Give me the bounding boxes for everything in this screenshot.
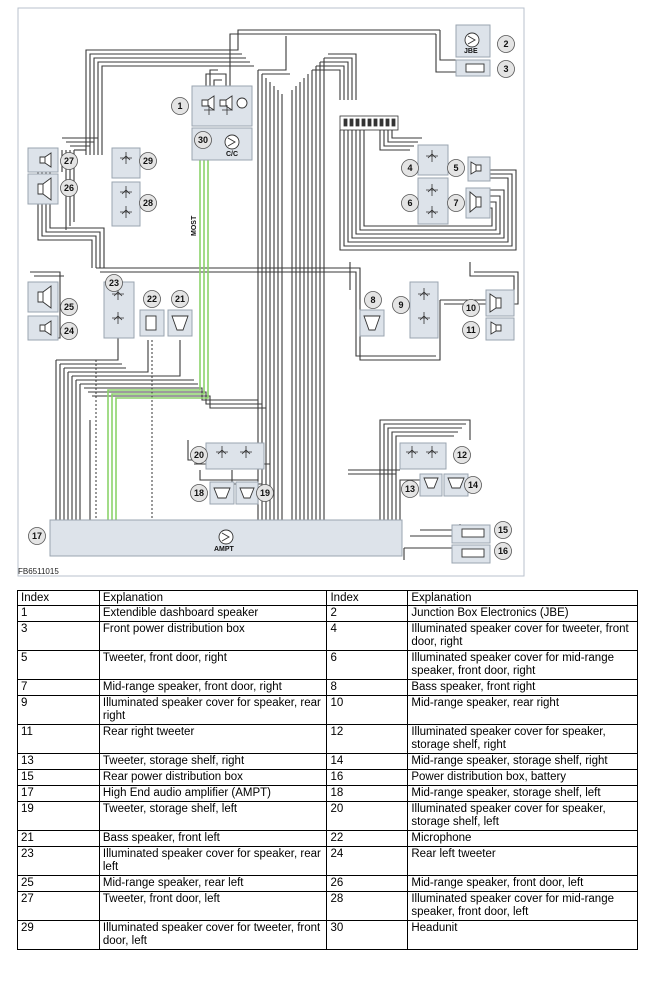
figure-code: FB6511015 [18,567,59,576]
index-cell: 25 [18,876,100,892]
explanation-cell: Mid-range speaker, storage shelf, right [408,754,638,770]
callout-number: 6 [407,198,413,209]
callout-number: 10 [465,303,477,314]
index-cell: 2 [327,606,408,622]
explanation-cell: Rear left tweeter [408,847,638,876]
index-cell: 4 [327,622,408,651]
callout-number: 11 [466,325,476,336]
header-index: Index [18,591,100,606]
header-index: Index [327,591,408,606]
index-cell: 23 [18,847,100,876]
table-row [18,876,638,892]
table-row [18,892,638,921]
header-explanation: Explanation [99,591,327,606]
header-explanation: Explanation [408,591,638,606]
explanation-cell: Tweeter, front door, left [99,892,327,921]
index-cell: 3 [18,622,100,651]
index-cell: 8 [327,680,408,696]
callout-number: 29 [142,156,154,167]
index-cell: 1 [18,606,100,622]
explanation-cell: Bass speaker, front right [408,680,638,696]
index-cell: 30 [327,921,408,950]
callout-number: 22 [146,294,158,305]
explanation-cell: Mid-range speaker, front door, right [99,680,327,696]
legend-table [17,590,638,950]
callout-number: 23 [108,278,120,289]
amplifier-label: AMPT [214,546,234,553]
explanation-cell: Illuminated speaker cover for tweeter, front door, right [408,622,638,651]
explanation-cell: Extendible dashboard speaker [99,606,327,622]
callout-number: 1 [177,101,183,112]
table-row [18,622,638,651]
most-bus-label: MOST [191,215,198,236]
explanation-cell: Illuminated speaker cover for mid-range speaker, front door, left [408,892,638,921]
index-cell: 12 [327,725,408,754]
callout-number: 12 [456,450,468,461]
callout-number: 19 [259,488,271,499]
callout-number: 9 [398,300,404,311]
callout-number: 27 [63,156,75,167]
index-cell: 24 [327,847,408,876]
headunit-label: C/C [226,151,239,158]
index-cell: 7 [18,680,100,696]
callout-number: 20 [193,450,205,461]
callout-number: 25 [63,302,75,313]
table-row [18,651,638,680]
jbe-label: JBE [464,48,478,55]
explanation-cell: Illuminated speaker cover for speaker, rear right [99,696,327,725]
callout-number: 18 [193,488,205,499]
explanation-cell: Junction Box Electronics (JBE) [408,606,638,622]
legend-header-row [18,591,638,606]
explanation-cell: Rear power distribution box [99,770,327,786]
index-cell: 20 [327,802,408,831]
callout-number: 15 [497,525,509,536]
table-row [18,696,638,725]
callout-number: 13 [404,484,416,495]
callout-number: 21 [174,294,186,305]
callout-number: 24 [63,326,75,337]
explanation-cell: High End audio amplifier (AMPT) [99,786,327,802]
explanation-cell: Illuminated speaker cover for speaker, storage shelf, left [408,802,638,831]
table-row [18,680,638,696]
index-cell: 26 [327,876,408,892]
explanation-cell: Tweeter, storage shelf, left [99,802,327,831]
explanation-cell: Bass speaker, front left [99,831,327,847]
explanation-cell: Mid-range speaker, rear left [99,876,327,892]
callout-number: 17 [31,531,43,542]
index-cell: 21 [18,831,100,847]
index-cell: 5 [18,651,100,680]
explanation-cell: Headunit [408,921,638,950]
callout-number: 26 [63,183,75,194]
callout-number: 5 [453,163,459,174]
table-row [18,754,638,770]
index-cell: 29 [18,921,100,950]
index-cell: 22 [327,831,408,847]
callout-number: 2 [503,39,509,50]
callout-number: 4 [407,163,413,174]
explanation-cell: Tweeter, front door, right [99,651,327,680]
explanation-cell: Illuminated speaker cover for tweeter, front door, left [99,921,327,950]
table-row [18,725,638,754]
table-row [18,831,638,847]
explanation-cell: Illuminated speaker cover for speaker, rear left [99,847,327,876]
callout-number: 7 [453,198,459,209]
index-cell: 13 [18,754,100,770]
callout-number: 16 [497,546,509,557]
table-row [18,921,638,950]
table-row [18,786,638,802]
explanation-cell: Front power distribution box [99,622,327,651]
table-row [18,770,638,786]
index-cell: 10 [327,696,408,725]
index-cell: 9 [18,696,100,725]
table-row [18,606,638,622]
explanation-cell: Rear right tweeter [99,725,327,754]
index-cell: 27 [18,892,100,921]
index-cell: 15 [18,770,100,786]
index-cell: 14 [327,754,408,770]
index-cell: 19 [18,802,100,831]
explanation-cell: Mid-range speaker, storage shelf, left [408,786,638,802]
callout-number: 3 [503,64,509,75]
explanation-cell: Microphone [408,831,638,847]
explanation-cell: Illuminated speaker cover for mid-range speaker, front door, right [408,651,638,680]
explanation-cell: Tweeter, storage shelf, right [99,754,327,770]
callout-number: 30 [197,135,209,146]
callout-number: 28 [142,198,154,209]
table-row [18,802,638,831]
callout-number: 8 [370,295,376,306]
callout-number: 14 [467,480,479,491]
index-cell: 16 [327,770,408,786]
index-cell: 18 [327,786,408,802]
index-cell: 17 [18,786,100,802]
table-row [18,847,638,876]
explanation-cell: Mid-range speaker, front door, left [408,876,638,892]
index-cell: 6 [327,651,408,680]
explanation-cell: Illuminated speaker cover for speaker, storage shelf, right [408,725,638,754]
explanation-cell: Mid-range speaker, rear right [408,696,638,725]
index-cell: 28 [327,892,408,921]
explanation-cell: Power distribution box, battery [408,770,638,786]
index-cell: 11 [18,725,100,754]
